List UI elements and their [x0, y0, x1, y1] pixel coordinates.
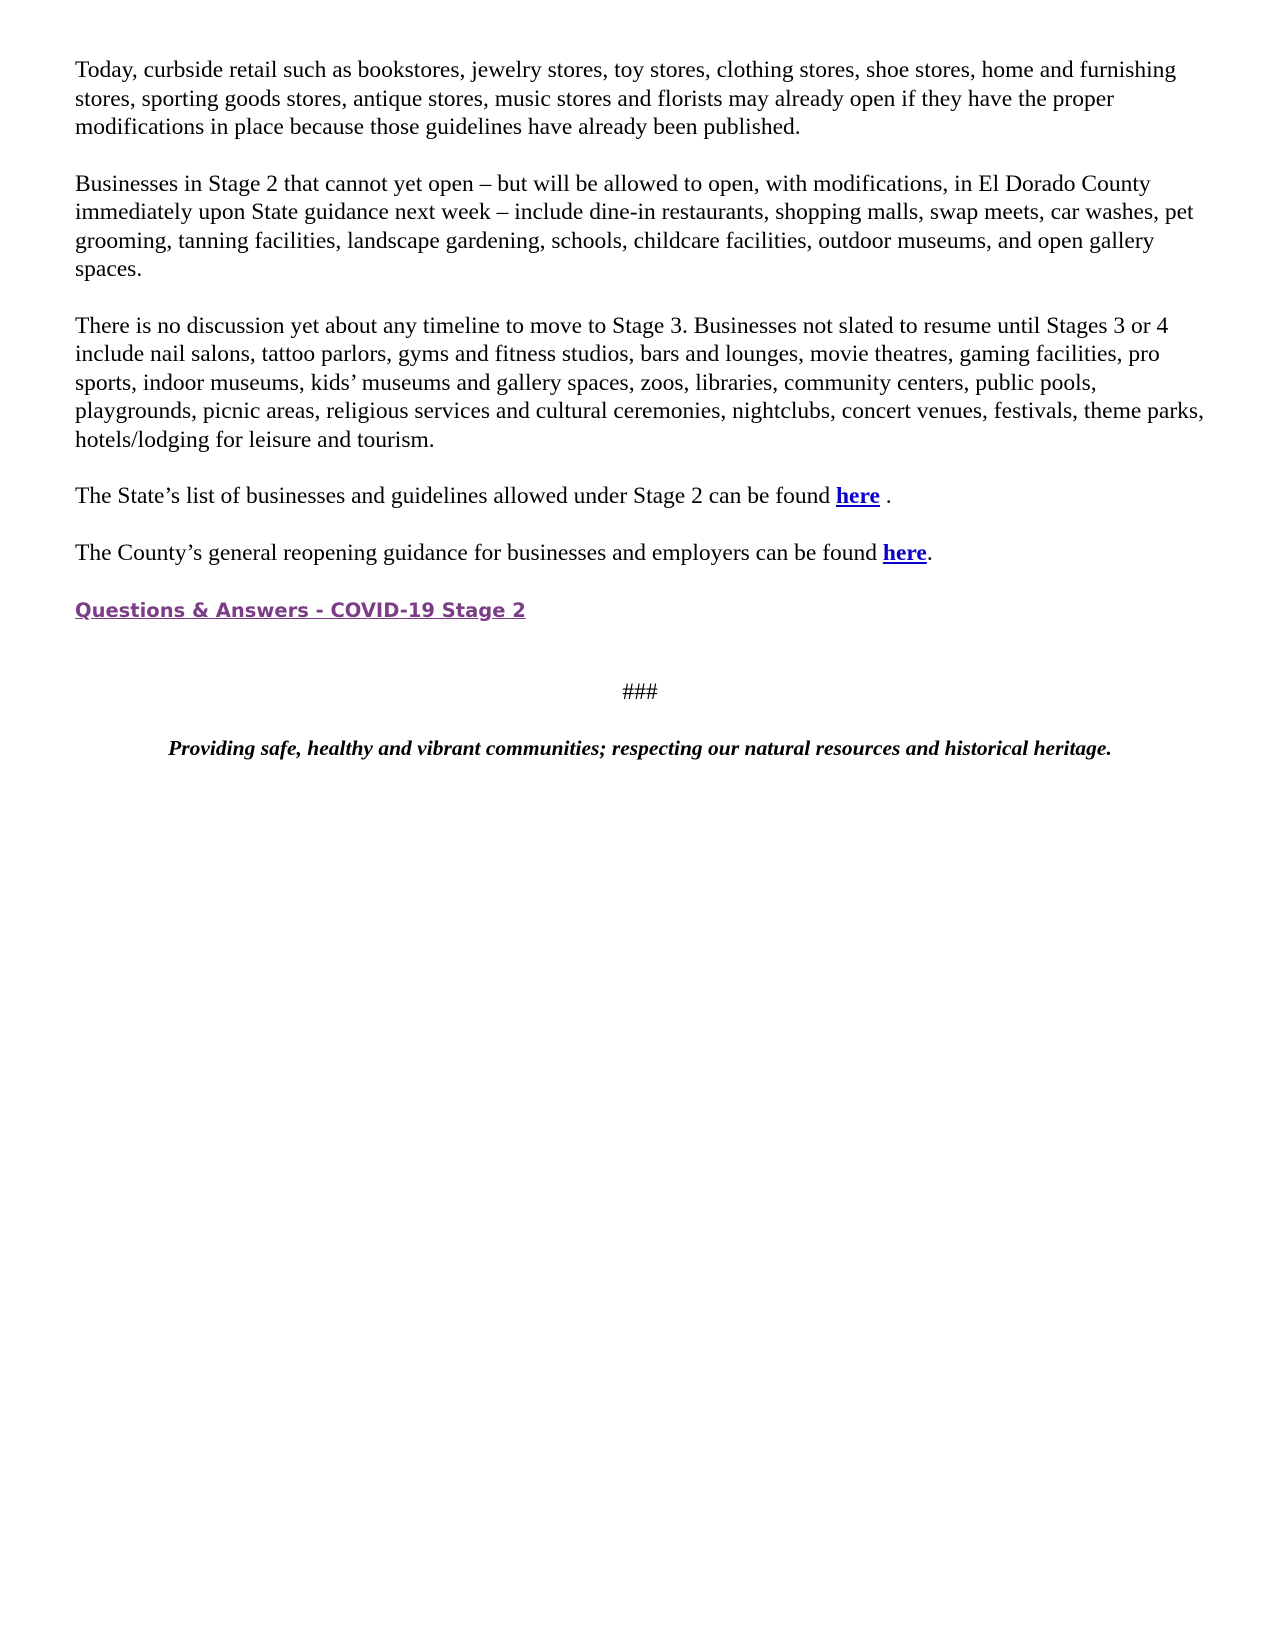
qa-covid-stage-2-link[interactable]: Questions & Answers - COVID-19 Stage 2: [75, 599, 526, 622]
state-guidelines-link[interactable]: here: [835, 483, 880, 509]
document-page: [75, 56, 1205, 761]
paragraph-stage-2-businesses: Businesses in Stage 2 that cannot yet open – but will be allowed to open, with modifications, in El Dorado County immediately upon State guidance next week – include dine-in restaurants, shopping malls, swap meets, car washes, pet grooming, tanning facilities, landscape gardening, schools, childcare facilities, outdoor museums, and open gallery spaces.: [75, 170, 1194, 282]
county-guidance-text: The County’s general reopening guidance for businesses and employers can be found: [75, 539, 883, 566]
state-guidelines-trailing: .: [879, 483, 892, 509]
county-tagline: Providing safe, healthy and vibrant communities; respecting our natural resources and historical heritage.: [168, 736, 1112, 760]
paragraph-stage-3-timeline: There is no discussion yet about any timeline to move to Stage 3. Businesses not slated to resume until Stages 3 or 4 include nail salons, tattoo parlors, gyms and fitness studios, bars and lounges, movie theatres, gaming facilities, pro sports, indoor museums, kids’ museums and gallery spaces, zoos, libraries, community centers, public pools, playgrounds, picnic areas, religious services and cultural ceremonies, nightclubs, concert venues, festivals, theme parks, hotels/lodging for leisure and tourism.: [75, 312, 1204, 453]
end-of-release-mark: ###: [622, 679, 658, 705]
paragraph-curbside-retail: Today, curbside retail such as bookstores, jewelry stores, toy stores, clothing stores, shoe stores, home and furnishing stores, sporting goods stores, antique stores, music stores and florists may already open if they have the proper modifications in place because those guidelines have already been published.: [75, 57, 1177, 140]
state-guidelines-text: The State’s list of businesses and guidelines allowed under Stage 2 can be found: [75, 483, 836, 509]
county-guidance-trailing: .: [926, 539, 933, 566]
county-guidance-link[interactable]: here: [882, 539, 927, 566]
state-guidelines-line: [75, 482, 1205, 511]
county-guidance-line: [75, 539, 1205, 568]
